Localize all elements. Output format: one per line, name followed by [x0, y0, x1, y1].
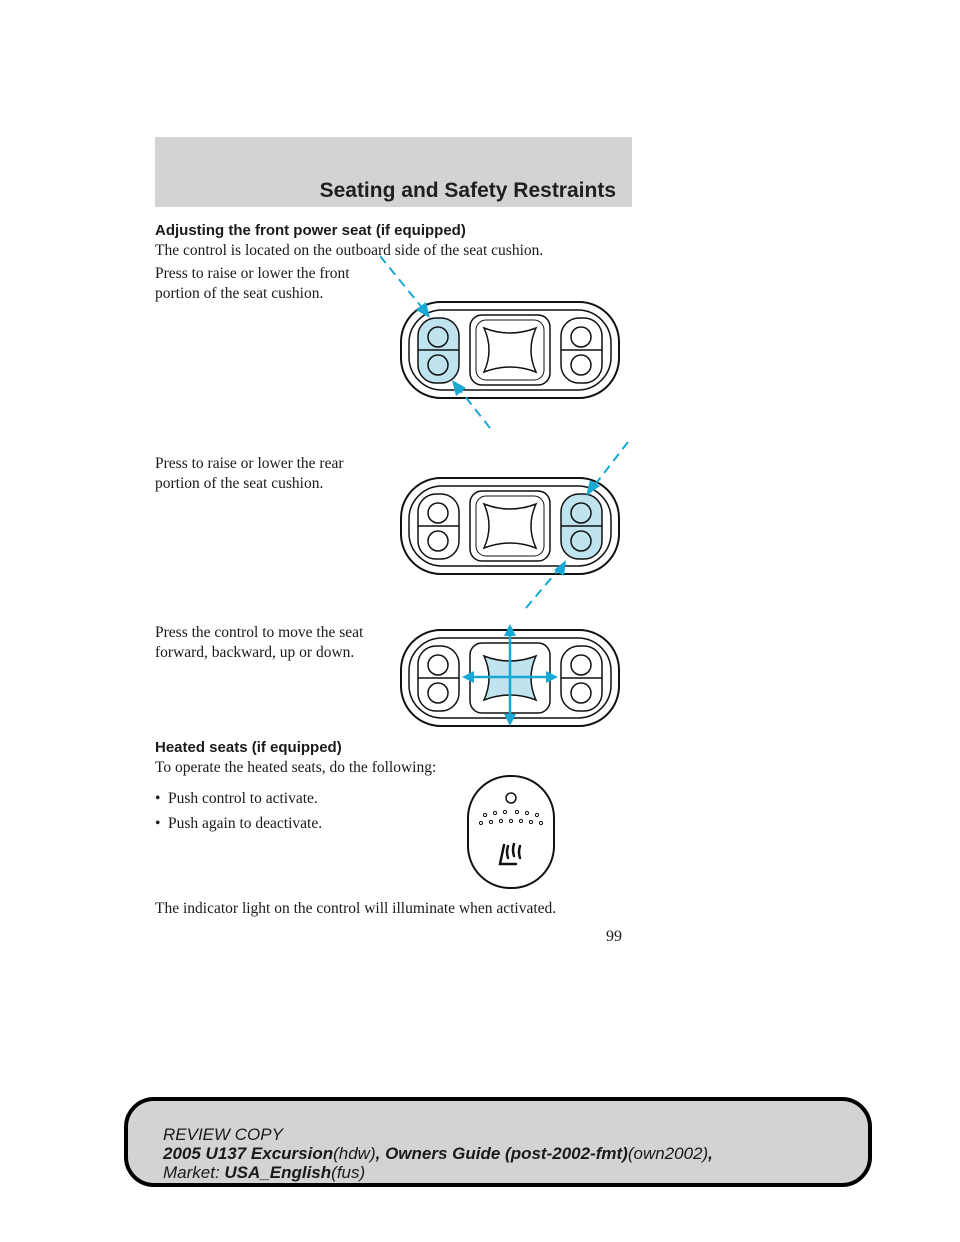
- footer-line3-run: Market:: [163, 1163, 225, 1182]
- heated-seats-heading: Heated seats (if equipped): [155, 739, 342, 756]
- heated-seats-intro: To operate the heated seats, do the following:: [155, 759, 437, 776]
- indicator-light-icon: [506, 793, 516, 803]
- footer-line-2: [163, 1144, 713, 1164]
- step-move-text: Press the control to move the seat forward, backward, up or down.: [155, 624, 364, 661]
- indicator-note: The indicator light on the control will illuminate when activated.: [155, 900, 557, 917]
- footer-line3-run: (fus): [331, 1163, 366, 1182]
- section-title: Seating and Safety Restraints: [319, 179, 616, 202]
- footer-line2-run: 2005 U137 Excursion: [163, 1144, 334, 1163]
- heated-seat-switch-illustration: [464, 772, 558, 892]
- power-seat-control-move-illustration: [380, 620, 630, 730]
- bullet-deactivate: • Push again to deactivate.: [155, 815, 323, 832]
- power-seat-control-rear-illustration: [380, 440, 630, 610]
- footer-review-copy: REVIEW COPY: [163, 1125, 283, 1144]
- step-front-text: Press to raise or lower the front portion of the seat cushion.: [155, 265, 350, 302]
- power-seat-control-front-illustration: [380, 252, 630, 437]
- bullet-activate: • Push control to activate.: [155, 790, 318, 807]
- footer-line2-run: , Owners Guide (post-2002-fmt): [375, 1144, 628, 1163]
- footer-line2-run: (hdw): [333, 1144, 376, 1163]
- footer-line2-run: ,: [708, 1144, 713, 1163]
- power-seat-heading: Adjusting the front power seat (if equipped): [155, 222, 466, 239]
- page-number: 99: [606, 928, 622, 945]
- power-seat-intro: The control is located on the outboard side of the seat cushion.: [155, 242, 544, 259]
- section-header-band: [155, 137, 632, 207]
- footer-line2-run: (own2002): [627, 1144, 709, 1163]
- step-rear-text: Press to raise or lower the rear portion of the seat cushion.: [155, 455, 344, 492]
- footer-line3-run: USA_English: [224, 1163, 332, 1182]
- footer-line-3: [163, 1163, 365, 1183]
